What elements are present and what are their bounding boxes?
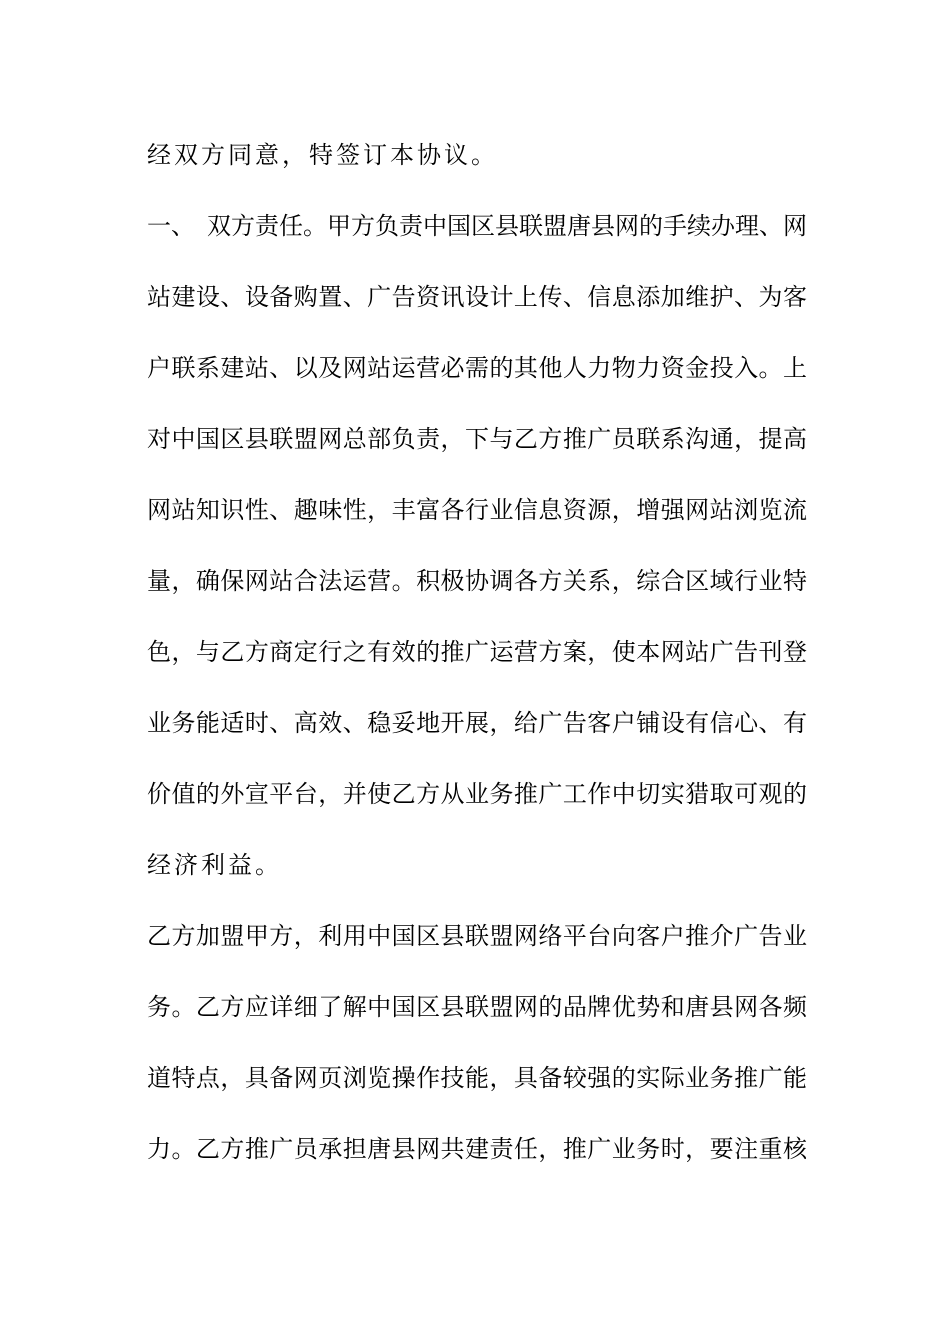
text-line-7: 量，确保网站合法运营。积极协调各方关系，综合区域行业特 [147,567,807,595]
text-line-11: 经济利益。 [147,851,282,879]
text-line-9: 业务能适时、高效、稳妥地开展，给广告客户铺设有信心、有 [147,709,807,737]
text-line-10: 价值的外宣平台，并使乙方从业务推广工作中切实猎取可观的 [147,780,807,808]
text-line-3: 站建设、设备购置、广告资讯设计上传、信息添加维护、为客 [147,283,807,311]
text-line-6: 网站知识性、趣味性，丰富各行业信息资源，增强网站浏览流 [147,496,807,524]
text-line-1: 经双方同意，特签订本协议。 [147,141,498,169]
text-line-5: 对中国区县联盟网总部负责，下与乙方推广员联系沟通，提高 [147,425,807,453]
text-line-15: 力。乙方推广员承担唐县网共建责任，推广业务时，要注重核 [147,1135,807,1163]
text-line-13: 务。乙方应详细了解中国区县联盟网的品牌优势和唐县网各频 [147,993,807,1021]
text-line-14: 道特点，具备网页浏览操作技能，具备较强的实际业务推广能 [147,1064,807,1092]
text-line-12: 乙方加盟甲方，利用中国区县联盟网络平台向客户推介广告业 [147,922,807,950]
text-line-2: 一、 双方责任。甲方负责中国区县联盟唐县网的手续办理、网 [147,212,807,240]
text-line-8: 色，与乙方商定行之有效的推广运营方案，使本网站广告刊登 [147,638,807,666]
text-line-4: 户联系建站、以及网站运营必需的其他人力物力资金投入。上 [147,354,807,382]
